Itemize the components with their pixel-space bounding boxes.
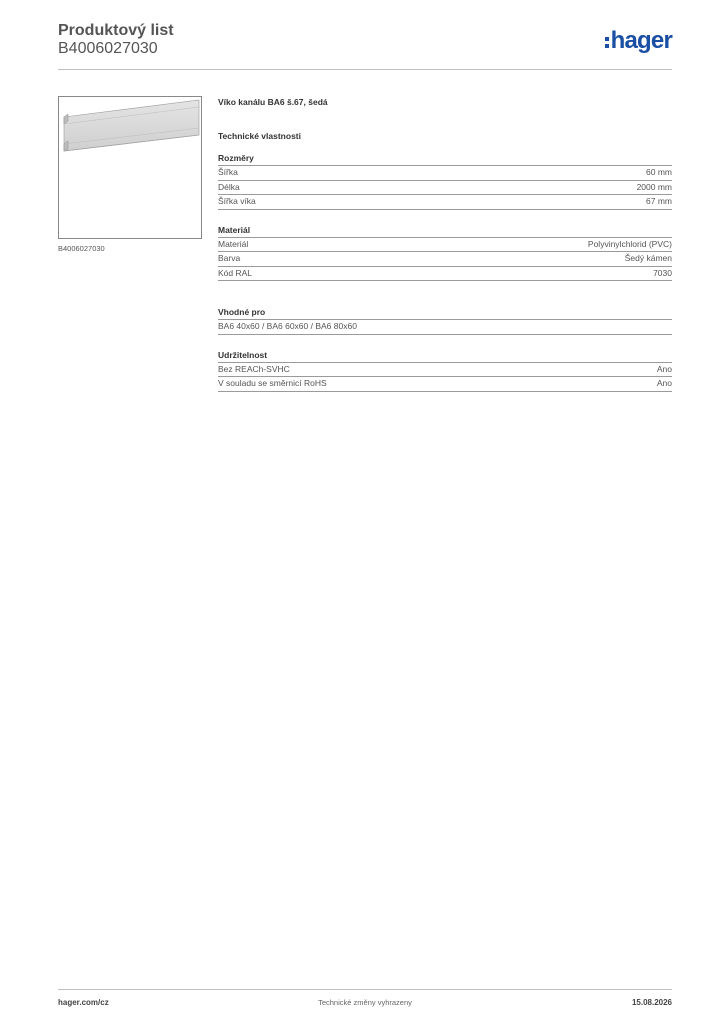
row-value: 7030: [653, 267, 672, 278]
table-row: [218, 195, 672, 210]
technical-properties-heading: Technické vlastnosti: [218, 131, 301, 141]
row-label: Kód RAL: [218, 267, 253, 278]
logo-text: hager: [610, 27, 672, 54]
row-label: Bez REACh-SVHC: [218, 363, 290, 374]
section-dimensions: [218, 152, 672, 210]
row-value: 2000 mm: [636, 181, 672, 192]
row-value: Ano: [656, 378, 672, 388]
cable-duct-cover-illustration: [59, 97, 201, 238]
table-row: [218, 377, 672, 392]
row-value: Šedý kámen: [624, 253, 672, 263]
row-value: Polyvinylchlorid (PVC): [587, 238, 672, 249]
table-row: [218, 363, 672, 378]
logo-dots-icon: [605, 37, 609, 48]
document-title: Produktový list: [58, 22, 174, 39]
row-value: 60 mm: [646, 167, 672, 177]
page-footer: [58, 989, 672, 1010]
section-suitable-for: [218, 306, 672, 335]
table-row: [218, 267, 672, 282]
section-title: Udržitelnost: [218, 349, 672, 363]
row-value: 67 mm: [646, 196, 672, 206]
section-sustainability: [218, 349, 672, 392]
footer-date: 15.08.2026: [631, 998, 672, 1007]
table-row: [218, 238, 672, 253]
row-label: BA6 40x60 / BA6 60x60 / BA6 80x60: [218, 321, 357, 331]
image-caption: B4006027030: [58, 244, 105, 253]
section-title: Rozměry: [218, 152, 672, 166]
product-name: Víko kanálu BA6 š.67, šedá: [218, 97, 328, 107]
product-details: [218, 96, 672, 392]
footer-notice: Technické změny vyhrazeny: [318, 998, 412, 1007]
row-label: Šířka víka: [218, 196, 256, 206]
row-value: Ano: [656, 363, 672, 374]
section-title: Vhodné pro: [218, 306, 672, 320]
product-code: B4006027030: [58, 40, 158, 57]
section-material: [218, 224, 672, 282]
row-label: Barva: [218, 253, 241, 263]
section-title: Materiál: [218, 224, 672, 238]
row-label: Šířka: [218, 167, 238, 177]
row-label: Délka: [218, 181, 240, 192]
footer-website-link[interactable]: hager.com/cz: [58, 998, 109, 1007]
table-row: [218, 166, 672, 181]
row-label: V souladu se směrnicí RoHS: [218, 378, 327, 388]
product-image: [58, 96, 202, 239]
table-row: [218, 320, 672, 335]
table-row: [218, 181, 672, 196]
page-header: [58, 22, 672, 70]
hager-logo: [605, 28, 672, 54]
table-row: [218, 252, 672, 267]
row-label: Materiál: [218, 238, 249, 249]
